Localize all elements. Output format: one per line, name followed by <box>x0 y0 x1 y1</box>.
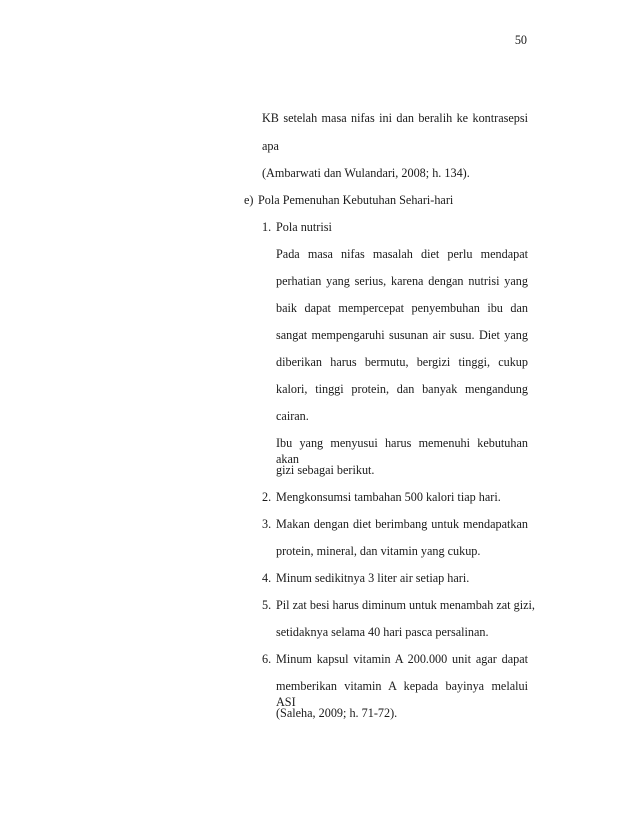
item-2-text: Mengkonsumsi tambahan 500 kalori tiap hari. <box>276 490 501 504</box>
item-1-para-2-line-1: Ibu yang menyusui harus memenuhi kebutuhan akan <box>276 436 528 466</box>
section-e-marker: e) <box>244 193 254 207</box>
item-6-citation: (Saleha, 2009; h. 71-72). <box>276 706 398 720</box>
item-5-line-2: setidaknya selama 40 hari pasca persalinan. <box>276 625 489 639</box>
item-6-marker: 6. <box>262 652 272 666</box>
item-1-para-1-line-6: kalori, tinggi protein, dan banyak mengandung <box>276 382 528 396</box>
item-1-para-1-line-4: sangat mempengaruhi susunan air susu. Diet yang <box>276 328 528 342</box>
item-1-heading <box>262 219 332 235</box>
item-1-para-1-line-7: cairan. <box>276 409 309 423</box>
item-2 <box>262 489 501 505</box>
item-1-para-1-line-1: Pada masa nifas masalah diet perlu mendapat <box>276 247 528 261</box>
item-1-para-2-line-2: gizi sebagai berikut. <box>276 463 375 477</box>
page-number: 50 <box>514 33 527 47</box>
item-3-line-2: protein, mineral, dan vitamin yang cukup. <box>276 544 481 558</box>
item-4-text: Minum sedikitnya 3 liter air setiap hari. <box>276 571 470 585</box>
item-3-text-1: Makan dengan diet berimbang untuk mendapatkan <box>276 517 528 531</box>
item-2-marker: 2. <box>262 490 272 504</box>
item-5-text-1: Pil zat besi harus diminum untuk menambah zat gizi, <box>276 598 535 612</box>
item-5-line-1 <box>262 597 535 613</box>
intro-line-1: KB setelah masa nifas ini dan beralih ke kontrasepsi <box>262 111 528 125</box>
item-5-marker: 5. <box>262 598 272 612</box>
intro-line-2: apa <box>262 139 279 153</box>
item-1-title: Pola nutrisi <box>276 220 332 234</box>
item-3-line-1 <box>262 516 528 532</box>
item-6-line-2: memberikan vitamin A kepada bayinya melalui ASI <box>276 679 528 709</box>
item-1-para-1-line-3: baik dapat mempercepat penyembuhan ibu dan <box>276 301 528 315</box>
item-6-line-1 <box>262 651 528 667</box>
item-1-para-1-line-5: diberikan harus bermutu, bergizi tinggi, cukup <box>276 355 528 369</box>
item-1-para-1-line-2: perhatian yang serius, karena dengan nutrisi yang <box>276 274 528 288</box>
intro-citation: (Ambarwati dan Wulandari, 2008; h. 134). <box>262 166 470 180</box>
item-4 <box>262 570 469 586</box>
section-e-title: Pola Pemenuhan Kebutuhan Sehari-hari <box>258 193 454 207</box>
item-6-text-1: Minum kapsul vitamin A 200.000 unit agar dapat <box>276 652 528 666</box>
section-e-heading <box>244 192 453 208</box>
item-4-marker: 4. <box>262 571 272 585</box>
item-3-marker: 3. <box>262 517 272 531</box>
item-1-marker: 1. <box>262 220 272 234</box>
